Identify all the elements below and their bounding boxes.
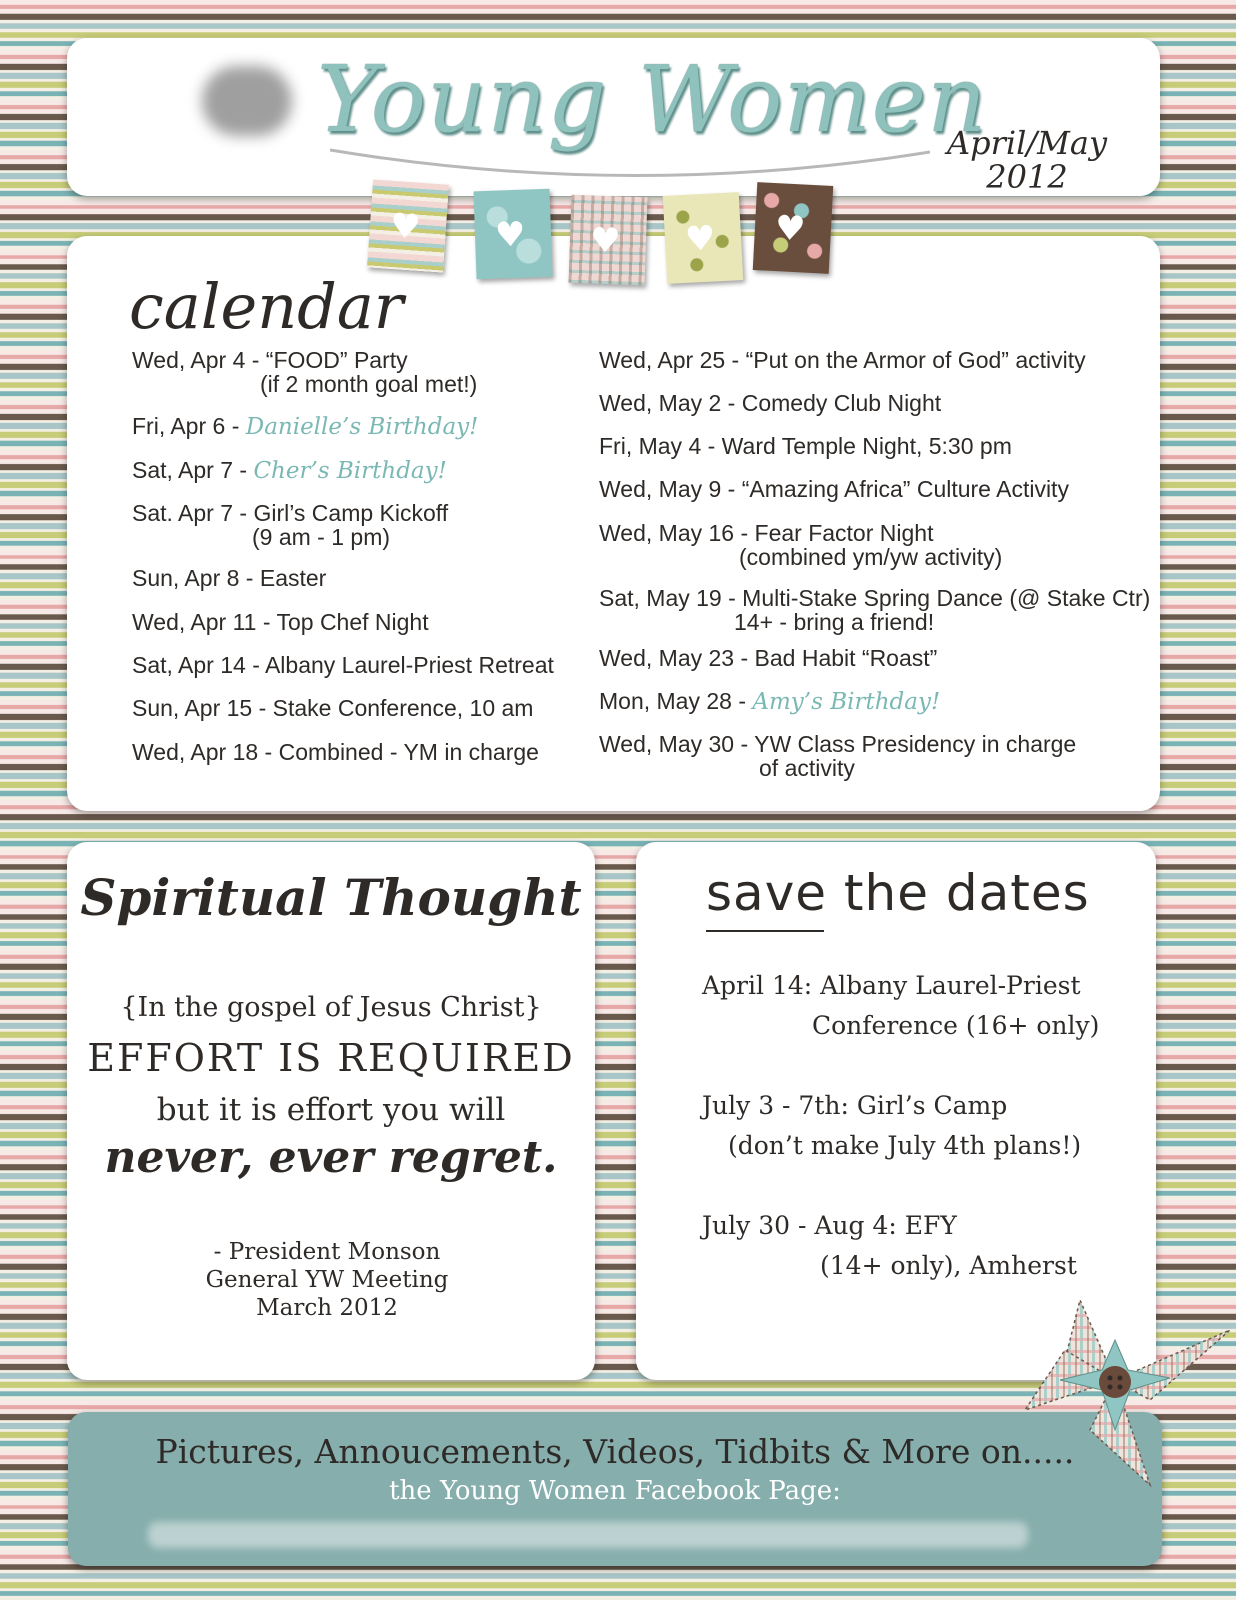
calendar-event: Mon, May 28 - Amy’s Birthday! <box>599 688 941 715</box>
calendar-event: Wed, May 16 - Fear Factor Night (combined ym/yw activity) <box>599 520 1003 570</box>
heart-icon: ♥ <box>684 218 717 260</box>
footer-headline: Pictures, Annoucements, Videos, Tidbits & More on..... <box>155 1432 1075 1471</box>
heart-icon: ♥ <box>494 214 527 256</box>
bunting-flag-plaid <box>568 195 647 286</box>
calendar-event: Sat, Apr 14 - Albany Laurel-Priest Retreat <box>132 652 554 678</box>
calendar-event: Fri, May 4 - Ward Temple Night, 5:30 pm <box>599 433 1012 459</box>
spiritual-thought-title: Spiritual Thought <box>80 868 582 927</box>
calendar-event: Wed, Apr 18 - Combined - YM in charge <box>132 739 539 765</box>
quote-attribution: March 2012 <box>256 1295 398 1321</box>
calendar-event: Wed, Apr 25 - “Put on the Armor of God” activity <box>599 347 1086 373</box>
pinwheel-icon <box>1020 1290 1236 1490</box>
calendar-event: Sun, Apr 8 - Easter <box>132 565 327 591</box>
calendar-event: Wed, Apr 4 - “FOOD” Party (if 2 month goal met!) <box>132 347 478 397</box>
quote-line: EFFORT IS REQUIRED <box>87 1036 575 1080</box>
bunting-flag-floral <box>473 189 552 280</box>
bunting-flag-striped <box>367 179 449 272</box>
calendar-title: calendar <box>129 270 404 343</box>
facebook-footer <box>68 1412 1162 1566</box>
spiritual-thought-panel <box>67 842 595 1380</box>
heart-icon: ♥ <box>388 205 422 248</box>
heart-icon: ♥ <box>589 220 622 262</box>
calendar-event: Sat, Apr 7 - Cher’s Birthday! <box>132 457 447 484</box>
heart-bunting-banner <box>330 138 930 288</box>
blurred-facebook-url[interactable] <box>148 1522 1028 1548</box>
calendar-event: Sun, Apr 15 - Stake Conference, 10 am <box>132 695 534 721</box>
bunting-flag-polka-dot <box>753 182 834 274</box>
quote-line: never, ever regret. <box>104 1132 558 1183</box>
newsletter-title: Young Women <box>317 46 988 153</box>
calendar-event: Fri, Apr 6 - Danielle’s Birthday! <box>132 413 479 440</box>
calendar-panel <box>67 236 1160 811</box>
calendar-event: Sat, May 19 - Multi-Stake Spring Dance (@ Stake Ctr) 14+ - bring a friend! <box>599 585 1151 635</box>
calendar-event: Wed, Apr 11 - Top Chef Night <box>132 609 429 635</box>
heart-icon: ♥ <box>773 208 807 250</box>
bunting-flag-leaf <box>663 192 744 284</box>
save-date-item: April 14: Albany Laurel-Priest Conference (16+ only) <box>702 971 1100 1040</box>
save-date-item: July 30 - Aug 4: EFY (14+ only), Amherst <box>702 1211 1077 1280</box>
quote-line: but it is effort you will <box>156 1092 506 1128</box>
calendar-event: Wed, May 23 - Bad Habit “Roast” <box>599 645 938 671</box>
calendar-event: Wed, May 9 - “Amazing Africa” Culture Activity <box>599 476 1069 502</box>
birthday-name: Cher’s Birthday! <box>253 458 447 484</box>
blurred-logo <box>202 66 292 136</box>
save-the-dates-title: save the dates <box>706 864 1090 922</box>
quote-attribution: - President Monson <box>213 1239 441 1265</box>
calendar-event: Sat. Apr 7 - Girl’s Camp Kickoff (9 am - 1 pm) <box>132 500 449 550</box>
save-date-item: July 3 - 7th: Girl’s Camp (don’t make July 4th plans!) <box>702 1091 1082 1160</box>
birthday-name: Amy’s Birthday! <box>752 689 941 715</box>
quote-line: {In the gospel of Jesus Christ} <box>120 992 542 1023</box>
title-underline <box>706 930 824 932</box>
issue-date-year: 2012 <box>986 158 1068 196</box>
calendar-event: Wed, May 30 - YW Class Presidency in charge of activity <box>599 731 1077 781</box>
pinwheel-decoration <box>1020 1290 1236 1490</box>
birthday-name: Danielle’s Birthday! <box>245 414 479 440</box>
issue-date <box>937 126 1117 194</box>
calendar-event: Wed, May 2 - Comedy Club Night <box>599 390 942 416</box>
quote-attribution: General YW Meeting <box>205 1267 449 1293</box>
issue-date-month: April/May <box>946 124 1108 162</box>
footer-subline: the Young Women Facebook Page: <box>389 1476 841 1506</box>
